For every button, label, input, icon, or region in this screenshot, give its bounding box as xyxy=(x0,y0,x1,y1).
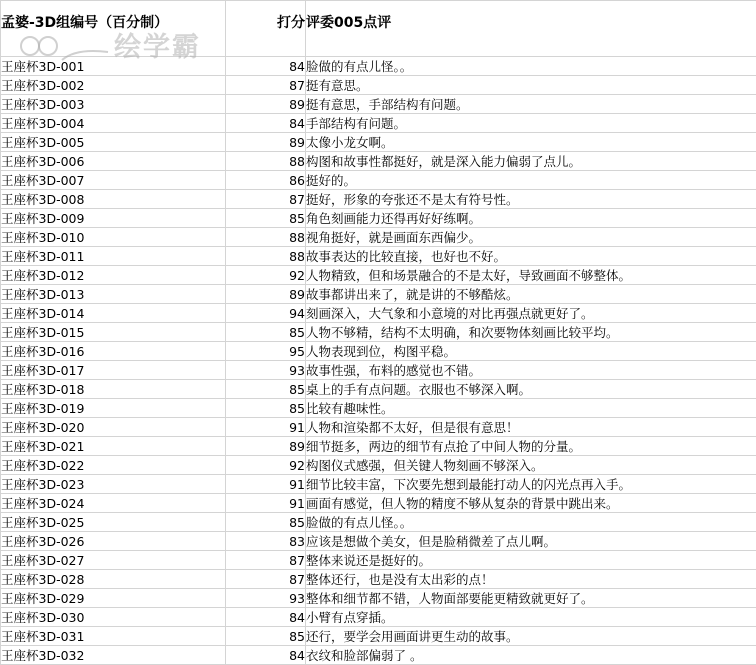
cell-comment[interactable]: 比较有趣味性。 xyxy=(306,399,756,418)
cell-comment[interactable]: 挺好的。 xyxy=(306,171,756,190)
cell-comment[interactable]: 衣纹和脸部偏弱了 。 xyxy=(306,646,756,665)
cell-score[interactable]: 85 xyxy=(226,209,306,228)
cell-id[interactable]: 王座杯3D-017 xyxy=(1,361,226,380)
cell-score[interactable]: 88 xyxy=(226,228,306,247)
table-row xyxy=(1,342,756,361)
cell-comment[interactable]: 人物表现到位，构图平稳。 xyxy=(306,342,756,361)
cell-score[interactable]: 85 xyxy=(226,513,306,532)
cell-score[interactable]: 88 xyxy=(226,247,306,266)
table-row xyxy=(1,76,756,95)
cell-score[interactable]: 89 xyxy=(226,95,306,114)
table-row xyxy=(1,532,756,551)
cell-id[interactable]: 王座杯3D-026 xyxy=(1,532,226,551)
cell-id[interactable]: 王座杯3D-005 xyxy=(1,133,226,152)
table-row xyxy=(1,418,756,437)
table-row xyxy=(1,152,756,171)
table-row xyxy=(1,380,756,399)
cell-id[interactable]: 王座杯3D-004 xyxy=(1,114,226,133)
cell-comment[interactable]: 手部结构有问题。 xyxy=(306,114,756,133)
cell-comment[interactable]: 人物和渲染都不太好，但是很有意思！ xyxy=(306,418,756,437)
cell-score[interactable]: 91 xyxy=(226,494,306,513)
cell-comment[interactable]: 画面有感觉，但人物的精度不够从复杂的背景中跳出来。 xyxy=(306,494,756,513)
cell-id[interactable]: 王座杯3D-010 xyxy=(1,228,226,247)
cell-id[interactable]: 王座杯3D-007 xyxy=(1,171,226,190)
cell-id[interactable]: 王座杯3D-015 xyxy=(1,323,226,342)
table-row xyxy=(1,190,756,209)
cell-id[interactable]: 王座杯3D-001 xyxy=(1,57,226,76)
cell-id[interactable]: 王座杯3D-031 xyxy=(1,627,226,646)
table-row xyxy=(1,57,756,76)
table-row xyxy=(1,456,756,475)
cell-id[interactable]: 王座杯3D-020 xyxy=(1,418,226,437)
cell-score[interactable]: 93 xyxy=(226,589,306,608)
cell-score[interactable]: 89 xyxy=(226,285,306,304)
table-row xyxy=(1,551,756,570)
cell-id[interactable]: 王座杯3D-018 xyxy=(1,380,226,399)
cell-comment[interactable]: 还行，要学会用画面讲更生动的故事。 xyxy=(306,627,756,646)
cell-comment[interactable]: 故事表达的比较直接，也好也不好。 xyxy=(306,247,756,266)
table-body xyxy=(1,57,756,665)
cell-score[interactable]: 93 xyxy=(226,361,306,380)
table-row xyxy=(1,608,756,627)
cell-comment[interactable]: 角色刻画能力还得再好好练啊。 xyxy=(306,209,756,228)
table-row xyxy=(1,437,756,456)
cell-comment[interactable]: 故事都讲出来了，就是讲的不够酷炫。 xyxy=(306,285,756,304)
header-comment[interactable]: 评委005点评 xyxy=(306,1,756,57)
header-score[interactable]: 打分 xyxy=(226,1,306,57)
table-row xyxy=(1,589,756,608)
cell-id[interactable]: 王座杯3D-027 xyxy=(1,551,226,570)
cell-id[interactable]: 王座杯3D-025 xyxy=(1,513,226,532)
cell-id[interactable]: 王座杯3D-023 xyxy=(1,475,226,494)
table-row xyxy=(1,570,756,589)
cell-id[interactable]: 王座杯3D-012 xyxy=(1,266,226,285)
cell-score[interactable]: 94 xyxy=(226,304,306,323)
cell-id[interactable]: 王座杯3D-011 xyxy=(1,247,226,266)
cell-comment[interactable]: 挺好，形象的夸张还不是太有符号性。 xyxy=(306,190,756,209)
cell-id[interactable]: 王座杯3D-021 xyxy=(1,437,226,456)
cell-score[interactable]: 84 xyxy=(226,57,306,76)
table-row xyxy=(1,323,756,342)
cell-id[interactable]: 王座杯3D-024 xyxy=(1,494,226,513)
cell-comment[interactable]: 整体还行，也是没有太出彩的点！ xyxy=(306,570,756,589)
table-row xyxy=(1,114,756,133)
cell-id[interactable]: 王座杯3D-002 xyxy=(1,76,226,95)
cell-score[interactable]: 88 xyxy=(226,152,306,171)
cell-id[interactable]: 王座杯3D-008 xyxy=(1,190,226,209)
cell-id[interactable]: 王座杯3D-009 xyxy=(1,209,226,228)
cell-score[interactable]: 85 xyxy=(226,323,306,342)
table-row xyxy=(1,171,756,190)
cell-score[interactable]: 85 xyxy=(226,380,306,399)
cell-comment[interactable]: 太像小龙女啊。 xyxy=(306,133,756,152)
cell-score[interactable]: 86 xyxy=(226,171,306,190)
cell-comment[interactable]: 脸做的有点儿怪。。 xyxy=(306,513,756,532)
cell-comment[interactable]: 人物精致，但和场景融合的不是太好，导致画面不够整体。 xyxy=(306,266,756,285)
table-row xyxy=(1,285,756,304)
table-row xyxy=(1,627,756,646)
cell-id[interactable]: 王座杯3D-028 xyxy=(1,570,226,589)
cell-id[interactable]: 王座杯3D-030 xyxy=(1,608,226,627)
cell-comment[interactable]: 整体和细节都不错，人物面部要能更精致就更好了。 xyxy=(306,589,756,608)
cell-score[interactable]: 87 xyxy=(226,551,306,570)
table-row xyxy=(1,95,756,114)
cell-score[interactable]: 92 xyxy=(226,456,306,475)
cell-score[interactable]: 84 xyxy=(226,646,306,665)
table-row xyxy=(1,228,756,247)
table-row xyxy=(1,247,756,266)
cell-comment[interactable]: 人物不够精，结构不太明确，和次要物体刻画比较平均。 xyxy=(306,323,756,342)
table-row xyxy=(1,494,756,513)
cell-score[interactable]: 85 xyxy=(226,627,306,646)
cell-comment[interactable]: 应该是想做个美女，但是脸稍微差了点儿啊。 xyxy=(306,532,756,551)
cell-score[interactable]: 95 xyxy=(226,342,306,361)
cell-id[interactable]: 王座杯3D-029 xyxy=(1,589,226,608)
cell-comment[interactable]: 构图仪式感强，但关键人物刻画不够深入。 xyxy=(306,456,756,475)
cell-comment[interactable]: 刻画深入，大气象和小意境的对比再强点就更好了。 xyxy=(306,304,756,323)
cell-id[interactable]: 王座杯3D-003 xyxy=(1,95,226,114)
cell-score[interactable]: 91 xyxy=(226,418,306,437)
cell-id[interactable]: 王座杯3D-006 xyxy=(1,152,226,171)
cell-score[interactable]: 89 xyxy=(226,437,306,456)
cell-comment[interactable]: 桌上的手有点问题。衣服也不够深入啊。 xyxy=(306,380,756,399)
cell-comment[interactable]: 挺有意思，手部结构有问题。 xyxy=(306,95,756,114)
watermark-text: 绘学霸 xyxy=(114,30,201,66)
cell-id[interactable]: 王座杯3D-022 xyxy=(1,456,226,475)
table-row xyxy=(1,475,756,494)
cell-score[interactable]: 92 xyxy=(226,266,306,285)
cell-id[interactable]: 王座杯3D-032 xyxy=(1,646,226,665)
header-id[interactable]: 孟婆-3D组编号（百分制） xyxy=(1,1,226,57)
cell-id[interactable]: 王座杯3D-016 xyxy=(1,342,226,361)
cell-comment[interactable]: 脸做的有点儿怪。。 xyxy=(306,57,756,76)
cell-id[interactable]: 王座杯3D-014 xyxy=(1,304,226,323)
cell-comment[interactable]: 视角挺好，就是画面东西偏少。 xyxy=(306,228,756,247)
table-row xyxy=(1,361,756,380)
cell-comment[interactable]: 细节挺多，两边的细节有点抢了中间人物的分量。 xyxy=(306,437,756,456)
cell-score[interactable]: 84 xyxy=(226,114,306,133)
cell-score[interactable]: 85 xyxy=(226,399,306,418)
table-row xyxy=(1,513,756,532)
cell-comment[interactable]: 挺有意思。 xyxy=(306,76,756,95)
table-row xyxy=(1,646,756,665)
cell-comment[interactable]: 构图和故事性都挺好，就是深入能力偏弱了点儿。 xyxy=(306,152,756,171)
cell-score[interactable]: 89 xyxy=(226,133,306,152)
cell-comment[interactable]: 细节比较丰富，下次要先想到最能打动人的闪光点再入手。 xyxy=(306,475,756,494)
cell-id[interactable]: 王座杯3D-019 xyxy=(1,399,226,418)
cell-score[interactable]: 84 xyxy=(226,608,306,627)
cell-id[interactable]: 王座杯3D-013 xyxy=(1,285,226,304)
cell-comment[interactable]: 小臂有点穿插。 xyxy=(306,608,756,627)
table-row xyxy=(1,266,756,285)
cell-comment[interactable]: 整体来说还是挺好的。 xyxy=(306,551,756,570)
table-row xyxy=(1,399,756,418)
cell-comment[interactable]: 故事性强，布料的感觉也不错。 xyxy=(306,361,756,380)
cell-score[interactable]: 83 xyxy=(226,532,306,551)
cell-score[interactable]: 87 xyxy=(226,76,306,95)
header-row xyxy=(1,1,756,57)
cell-score[interactable]: 87 xyxy=(226,190,306,209)
table-row xyxy=(1,304,756,323)
cell-score[interactable]: 91 xyxy=(226,475,306,494)
cell-score[interactable]: 87 xyxy=(226,570,306,589)
table-row xyxy=(1,209,756,228)
table-row xyxy=(1,133,756,152)
